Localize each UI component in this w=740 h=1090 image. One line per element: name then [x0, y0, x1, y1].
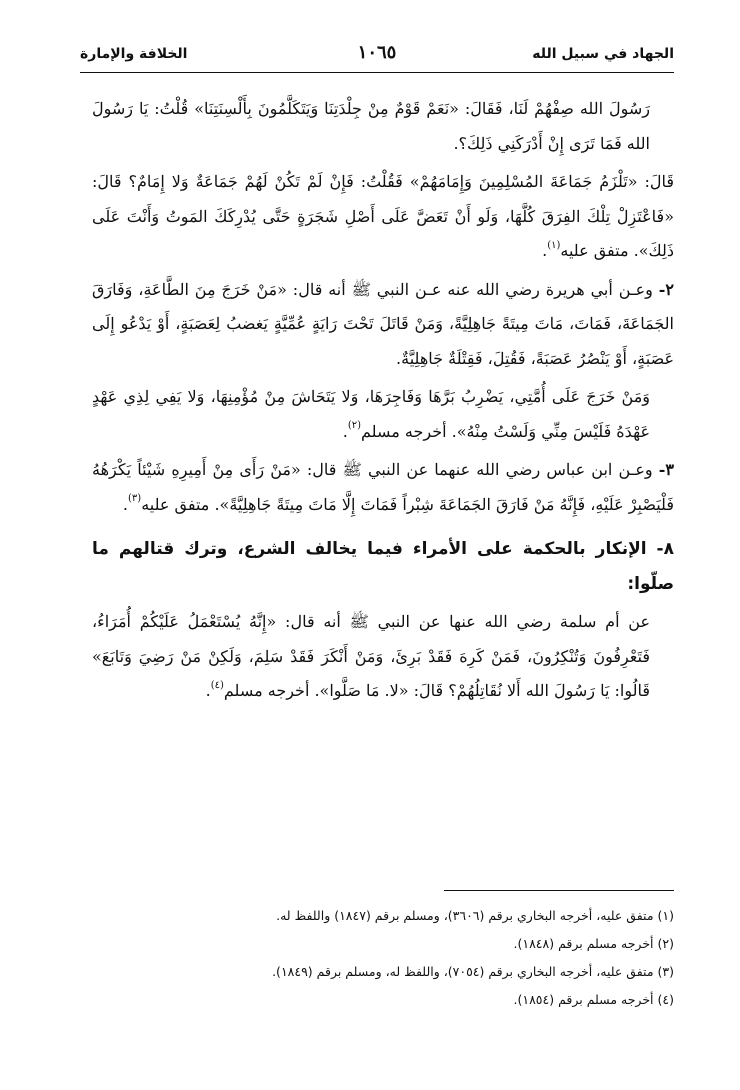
footnote-divider: [444, 890, 674, 891]
page-number: ١٠٦٥: [357, 42, 397, 63]
footnote-4: (٤) أخرجه مسلم برقم (١٨٥٤).: [513, 992, 674, 1007]
footnote-3: (٣) متفق عليه، أخرجه البخاري برقم (٧٠٥٤)، واللفظ له، ومسلم برقم (١٨٤٩).: [272, 964, 674, 979]
hadith-3: ٣- وعـن ابن عباس رضي الله عنهما عن النبي ﷺ قال: «مَنْ رَأَى مِنْ أَمِيرِهِ شَيْئاً يَكْرَهُهُ فَلْيَصْبِرْ عَلَيْهِ، فَإِنَّهُ مَنْ فَارَقَ الجَمَاعَةَ شِبْراً فَمَاتَ إِلَّا مَاتَ مِيتَةً جَاهِلِيَّةً». متفق عليه$^{(٣)}$.: [92, 460, 674, 514]
paragraph-answer: قَالَ: «تَلْزَمُ جَمَاعَةَ المُسْلِمِينَ وَإِمَامَهُمْ» فَقُلْتُ: فَإِنْ لَمْ تَكُنْ لَهُمْ جَمَاعَةٌ وَلا إِمَامٌ؟ قَالَ: «فَاعْتَزِلْ تِلْكَ الفِرَقَ كُلَّهَا، وَلَو أَنْ تَعَضَّ عَلَى أَصْلِ شَجَرَةٍ حَتَّى يُدْرِكَكَ المَوتُ وَأَنْتَ عَلَى ذَلِكَ». متفق عليه$^{(١)}$.: [92, 172, 674, 260]
paragraph-text: رَسُولَ الله صِفْهُمْ لَنَا، فَقَالَ: «نَعَمْ قَوْمٌ مِنْ جِلْدَتِنَا وَيَتَكَلَّمُونَ بِأَلْسِنَتِنَا» قُلْتُ: يَا رَسُولَ الله فَمَا تَرَى إِنْ أَدْرَكَنِي ذَلِكَ؟.: [92, 99, 651, 153]
paragraph-text: قَالَ: «تَلْزَمُ جَمَاعَةَ المُسْلِمِينَ وَإِمَامَهُمْ» فَقُلْتُ: فَإِنْ لَمْ تَكُنْ لَهُمْ جَمَاعَةٌ وَلا إِمَامٌ؟ قَالَ: «فَاعْتَزِلْ تِلْكَ الفِرَقَ كُلَّهَا، وَلَو أَنْ تَعَضَّ عَلَى أَصْلِ شَجَرَةٍ حَتَّى يُدْرِكَكَ المَوتُ وَأَنْتَ عَلَى ذَلِكَ». متفق عليه: [92, 172, 674, 260]
hadith-intro: وعـن أبي هريرة رضي الله عنه عـن النبي ﷺ أنه قال:: [292, 279, 653, 299]
header-divider: [80, 72, 674, 73]
running-header: [80, 40, 674, 70]
main-text: [92, 92, 674, 713]
footnote-2: (٢) أخرجه مسلم برقم (١٨٤٨).: [513, 936, 674, 951]
hadith-number: ٢-: [658, 279, 674, 299]
hadith-text: «إِنَّهُ يُسْتَعْمَلُ عَلَيْكُمْ أُمَرَاءُ، فَتَعْرِفُونَ وَتُنْكِرُونَ، فَمَنْ كَرِهَ فَقَدْ بَرِئَ، وَمَنْ أَنْكَرَ فَقَدْ سَلِمَ، وَلَكِنْ مَنْ رَضِيَ وَتَابَعَ» قَالُوا: يَا رَسُولَ الله أَلا نُقَاتِلُهُمْ؟ قَالَ: «لا. مَا صَلَّوا». أخرجه مسلم: [92, 612, 650, 700]
hadith-text: «مَنْ رَأَى مِنْ أَمِيرِهِ شَيْئاً يَكْرَهُهُ فَلْيَصْبِرْ عَلَيْهِ، فَإِنَّهُ مَنْ فَارَقَ الجَمَاعَةَ شِبْراً فَمَاتَ إِلَّا مَاتَ مِيتَةً جَاهِلِيَّةً». متفق عليه: [92, 460, 674, 514]
hadith-text: وَمَنْ خَرَجَ عَلَى أُمَّتِي، يَضْرِبُ بَرَّهَا وَفَاجِرَهَا، وَلا يَتَحَاشَ مِنْ مُؤْمِنِهَا، وَلا يَفِي لِذِي عَهْدٍ عَهْدَهُ فَلَيْسَ مِنِّي وَلَسْتُ مِنْهُ». أخرجه مسلم: [92, 387, 650, 441]
section-heading: ٨- الإنكار بالحكمة على الأمراء فيما يخالف الشرع، وترك قتالهم ما صلّوا:: [92, 539, 674, 594]
section-8-hadith: عن أم سلمة رضي الله عنها عن النبي ﷺ أنه قال: «إِنَّهُ يُسْتَعْمَلُ عَلَيْكُمْ أُمَرَاءُ، فَتَعْرِفُونَ وَتُنْكِرُونَ، فَمَنْ كَرِهَ فَقَدْ بَرِئَ، وَمَنْ أَنْكَرَ فَقَدْ سَلِمَ، وَلَكِنْ مَنْ رَضِيَ وَتَابَعَ» قَالُوا: يَا رَسُولَ الله أَلا نُقَاتِلُهُمْ؟ قَالَ: «لا. مَا صَلَّوا». أخرجه مسلم$^{(٤)}$.: [92, 612, 650, 700]
paragraph-continuation: [92, 92, 674, 161]
footnote-1: (١) متفق عليه، أخرجه البخاري برقم (٣٦٠٦)، ومسلم برقم (١٨٤٧) واللفظ له.: [276, 908, 674, 923]
footnote-ref[interactable]: (٤): [210, 679, 224, 691]
hadith-2: [92, 273, 674, 377]
hadith-2-continuation: وَمَنْ خَرَجَ عَلَى أُمَّتِي، يَضْرِبُ بَرَّهَا وَفَاجِرَهَا، وَلا يَتَحَاشَ مِنْ مُؤْمِنِهَا، وَلا يَفِي لِذِي عَهْدٍ عَهْدَهُ فَلَيْسَ مِنِّي وَلَسْتُ مِنْهُ». أخرجه مسلم$^{(٢)}$.: [92, 387, 650, 441]
chapter-title: الخلافة والإمارة: [80, 46, 188, 62]
hadith-intro: وعـن ابن عباس رضي الله عنهما عن النبي ﷺ قال:: [306, 460, 653, 479]
hadith-number: ٣-: [658, 460, 674, 479]
hadith-text: «مَنْ خَرَجَ مِنَ الطَّاعَةِ، وَفَارَقَ الجَمَاعَةَ، فَمَاتَ، مَاتَ مِيتَةً جَاهِلِيَّةً، وَمَنْ قَاتَلَ تَحْتَ رَايَةٍ عُمِّيَّةٍ يَغضبُ لِعَصَبَةٍ، أَوْ يَدْعُو إِلَى عَصَبَةٍ، أَوْ يَنْصُرُ عَصَبَةً، فَقُتِلَ، فَقِتْلَةٌ جَاهِلِيَّةٌ.: [92, 279, 674, 368]
footnote-ref[interactable]: (٣): [128, 493, 142, 505]
footnote-ref[interactable]: (١): [547, 239, 561, 251]
book-title: الجهاد في سبيل الله: [532, 46, 674, 62]
footnote-ref[interactable]: (٢): [347, 420, 362, 432]
footnotes: [92, 902, 674, 1014]
hadith-intro: عن أم سلمة رضي الله عنها عن النبي ﷺ أنه قال:: [285, 612, 650, 631]
